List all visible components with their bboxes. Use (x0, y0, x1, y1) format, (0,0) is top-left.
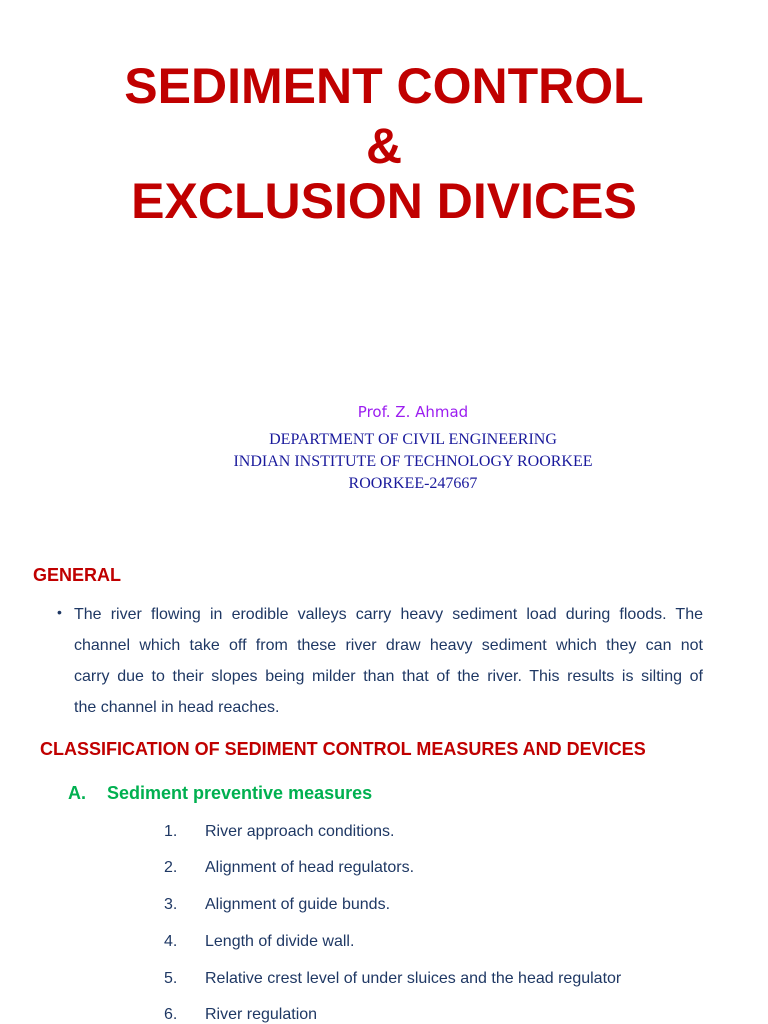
list-item-text: River regulation (205, 1006, 318, 1023)
list-item-number: 1. (164, 823, 178, 840)
general-paragraph-line-1: The river flowing in erodible valleys carry heavy sediment load during floods. The (74, 606, 703, 623)
section-a-title: Sediment preventive measures (107, 783, 373, 803)
affiliation-department: DEPARTMENT OF CIVIL ENGINEERING (269, 431, 557, 448)
list-item-number: 4. (164, 933, 178, 950)
list-item-number: 6. (164, 1006, 178, 1023)
list-item-text: Length of divide wall. (205, 933, 355, 950)
bullet-marker: • (57, 604, 62, 620)
general-heading: GENERAL (33, 565, 122, 585)
list-item-number: 3. (164, 896, 178, 913)
general-paragraph-line-3: carry due to their slopes being milder than that of the river. This results is silting of (74, 668, 703, 685)
title-line-1: SEDIMENT CONTROL (124, 58, 644, 114)
title-line-3: EXCLUSION DIVICES (131, 173, 637, 229)
list-item-number: 2. (164, 859, 178, 876)
author-name: Prof. Z. Ahmad (357, 403, 469, 421)
affiliation-institute: INDIAN INSTITUTE OF TECHNOLOGY ROORKEE (233, 453, 593, 470)
title-ampersand: & (365, 118, 403, 174)
list-item-text: Alignment of guide bunds. (205, 896, 391, 913)
general-paragraph-line-4: the channel in head reaches. (74, 699, 280, 716)
list-item-text: Alignment of head regulators. (205, 859, 415, 876)
general-paragraph-line-2: channel which take off from these river draw heavy sediment which they can not (74, 637, 703, 654)
list-item-text: Relative crest level of under sluices and the head regulator (205, 970, 622, 987)
list-item-number: 5. (164, 970, 178, 987)
section-a-letter: A. (68, 783, 86, 803)
list-item-text: River approach conditions. (205, 823, 395, 840)
classification-heading: CLASSIFICATION OF SEDIMENT CONTROL MEASURES AND DEVICES (40, 739, 646, 759)
affiliation-address: ROORKEE-247667 (348, 475, 478, 492)
